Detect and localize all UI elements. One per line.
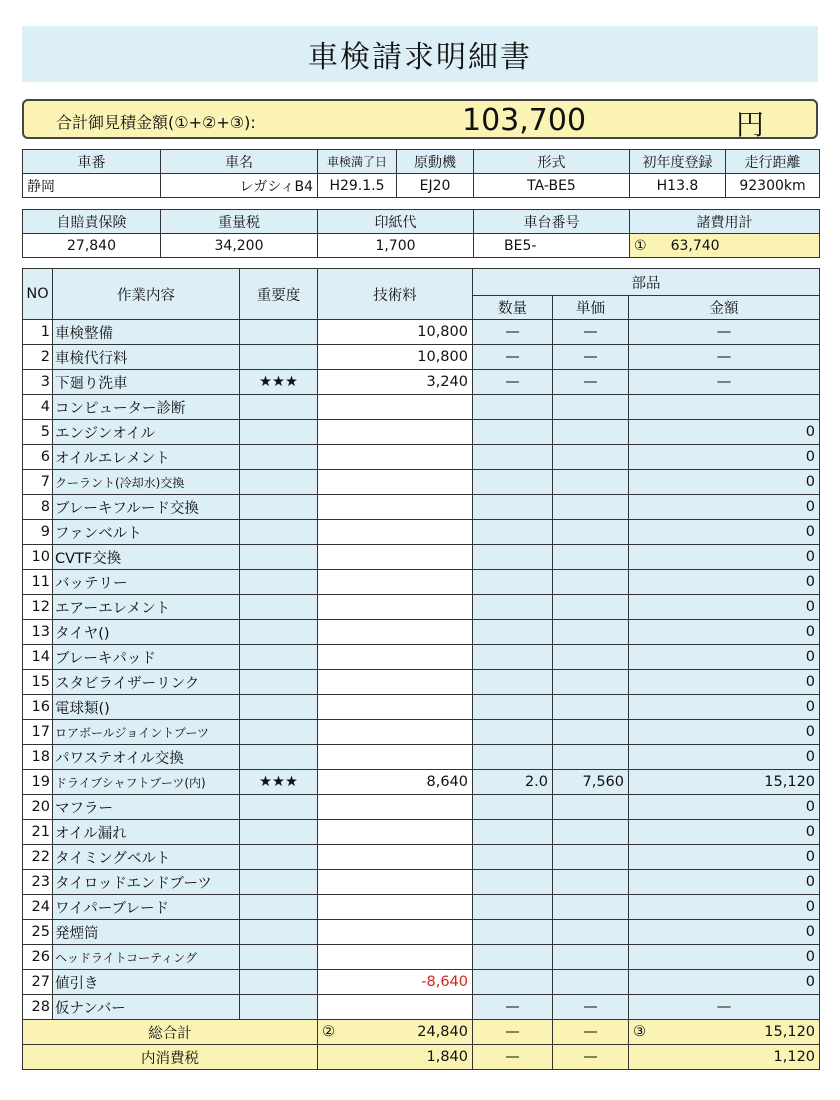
row-labor-fee	[318, 420, 473, 445]
row-labor-fee	[318, 620, 473, 645]
row-work-item: スタビライザーリンク	[53, 670, 240, 695]
vehicle-header-cell: 初年度登録	[630, 150, 726, 174]
total-qty-value: —	[473, 1020, 553, 1045]
row-amount: 15,120	[629, 770, 820, 795]
row-work-item: ロアボールジョイントブーツ	[53, 720, 240, 745]
row-amount: 0	[629, 870, 820, 895]
row-number: 17	[23, 720, 53, 745]
row-number: 13	[23, 620, 53, 645]
row-number: 8	[23, 495, 53, 520]
row-quantity	[473, 920, 553, 945]
row-work-item: 車検整備	[53, 320, 240, 345]
row-work-item: 車検代行料	[53, 345, 240, 370]
table-row	[23, 595, 820, 620]
row-labor-fee: 10,800	[318, 320, 473, 345]
row-number: 2	[23, 345, 53, 370]
vehicle-header-cell: 車名	[161, 150, 318, 174]
row-unit-price	[553, 445, 629, 470]
row-work-item: パワステオイル交換	[53, 745, 240, 770]
row-priority	[240, 945, 318, 970]
vehicle-header-cell: 原動機	[397, 150, 474, 174]
row-labor-fee	[318, 945, 473, 970]
table-row	[23, 395, 820, 420]
mileage-value: 92300km	[726, 174, 820, 198]
fees-subtotal-value: 63,740	[670, 237, 720, 254]
row-amount: 0	[629, 545, 820, 570]
row-quantity	[473, 520, 553, 545]
fees-value-row	[23, 234, 820, 258]
tax-unit-value: —	[553, 1045, 629, 1070]
row-number: 28	[23, 995, 53, 1020]
row-priority	[240, 520, 318, 545]
row-amount: 0	[629, 445, 820, 470]
table-row	[23, 795, 820, 820]
vehicle-value-row	[23, 174, 820, 198]
total-unit-value: —	[553, 1020, 629, 1045]
row-quantity	[473, 945, 553, 970]
row-priority	[240, 820, 318, 845]
vehicle-header-cell: 車番	[23, 150, 161, 174]
table-row	[23, 720, 820, 745]
row-priority	[240, 495, 318, 520]
row-quantity	[473, 795, 553, 820]
row-priority	[240, 895, 318, 920]
row-quantity	[473, 495, 553, 520]
row-labor-fee	[318, 720, 473, 745]
row-amount: 0	[629, 970, 820, 995]
row-unit-price	[553, 845, 629, 870]
table-row	[23, 995, 820, 1020]
row-priority	[240, 470, 318, 495]
weight-tax-value: 34,200	[161, 234, 318, 258]
table-row	[23, 645, 820, 670]
liability-insurance-value: 27,840	[23, 234, 161, 258]
row-work-item: ワイパーブレード	[53, 895, 240, 920]
row-quantity	[473, 820, 553, 845]
row-amount: 0	[629, 745, 820, 770]
row-number: 18	[23, 745, 53, 770]
vehicle-header-cell: 形式	[474, 150, 630, 174]
page-title: 車検請求明細書	[308, 40, 532, 75]
work-items-table	[22, 268, 820, 1070]
row-work-item: クーラント(冷却水)交換	[53, 470, 240, 495]
row-work-item: 発煙筒	[53, 920, 240, 945]
row-quantity	[473, 595, 553, 620]
row-amount: 0	[629, 495, 820, 520]
row-labor-fee: 8,640	[318, 770, 473, 795]
row-quantity	[473, 870, 553, 895]
row-amount: 0	[629, 670, 820, 695]
marker-3: ③	[633, 1024, 646, 1040]
table-row	[23, 420, 820, 445]
row-priority	[240, 995, 318, 1020]
fees-header-row	[23, 210, 820, 234]
row-labor-fee	[318, 820, 473, 845]
table-row	[23, 345, 820, 370]
table-row	[23, 845, 820, 870]
table-row	[23, 695, 820, 720]
row-number: 24	[23, 895, 53, 920]
fees-header-cell: 諸費用計	[630, 210, 820, 234]
row-labor-fee	[318, 695, 473, 720]
first-registration-value: H13.8	[630, 174, 726, 198]
row-quantity: —	[473, 370, 553, 395]
row-unit-price	[553, 870, 629, 895]
row-priority	[240, 545, 318, 570]
table-row	[23, 620, 820, 645]
row-priority	[240, 420, 318, 445]
row-unit-price	[553, 545, 629, 570]
row-unit-price: 7,560	[553, 770, 629, 795]
tax-row	[23, 1045, 820, 1070]
row-unit-price	[553, 920, 629, 945]
row-priority	[240, 695, 318, 720]
row-labor-fee	[318, 795, 473, 820]
grand-total-row	[23, 1020, 820, 1045]
row-number: 19	[23, 770, 53, 795]
row-amount: 0	[629, 895, 820, 920]
row-number: 21	[23, 820, 53, 845]
fees-header-cell: 自賠責保険	[23, 210, 161, 234]
row-amount: 0	[629, 695, 820, 720]
row-quantity: —	[473, 320, 553, 345]
row-number: 16	[23, 695, 53, 720]
row-amount: 0	[629, 820, 820, 845]
row-unit-price	[553, 695, 629, 720]
grand-total-amount: 103,700	[462, 103, 587, 138]
row-labor-fee	[318, 495, 473, 520]
row-quantity	[473, 445, 553, 470]
row-work-item: ブレーキフルード交換	[53, 495, 240, 520]
grand-total-label: 合計御見積金額(①+②+③):	[56, 113, 256, 132]
row-work-item: ヘッドライトコーティング	[53, 945, 240, 970]
table-body	[23, 320, 820, 1020]
vehicle-header-cell: 車検満了日	[318, 150, 397, 174]
tax-qty-value: —	[473, 1045, 553, 1070]
row-unit-price: —	[553, 370, 629, 395]
plate-area-value: 静岡	[23, 174, 161, 198]
row-amount: —	[629, 995, 820, 1020]
parts-tax-value: 1,120	[629, 1045, 820, 1070]
row-work-item: 電球類()	[53, 695, 240, 720]
tax-row-label: 内消費税	[23, 1045, 318, 1070]
row-priority	[240, 795, 318, 820]
fees-table	[22, 209, 820, 258]
parts-total-value: 15,120	[764, 1024, 816, 1040]
table-row	[23, 370, 820, 395]
row-unit-price	[553, 745, 629, 770]
row-work-item: エアーエレメント	[53, 595, 240, 620]
row-quantity	[473, 845, 553, 870]
fees-header-cell: 車台番号	[474, 210, 630, 234]
row-unit-price	[553, 895, 629, 920]
col-header-parts: 部品	[473, 269, 820, 296]
row-labor-fee: -8,640	[318, 970, 473, 995]
row-number: 14	[23, 645, 53, 670]
table-row	[23, 945, 820, 970]
labor-tax-value: 1,840	[318, 1045, 473, 1070]
table-row	[23, 445, 820, 470]
car-name-value: レガシィB4	[161, 174, 318, 198]
row-amount: 0	[629, 945, 820, 970]
row-quantity	[473, 420, 553, 445]
row-amount: 0	[629, 845, 820, 870]
row-work-item: ドライブシャフトブーツ(内)	[53, 770, 240, 795]
row-number: 1	[23, 320, 53, 345]
row-unit-price: —	[553, 320, 629, 345]
fees-subtotal-cell	[630, 234, 820, 258]
stamp-fee-value: 1,700	[318, 234, 474, 258]
col-header-priority: 重要度	[240, 269, 318, 320]
row-work-item: コンピューター診断	[53, 395, 240, 420]
row-number: 10	[23, 545, 53, 570]
row-quantity: —	[473, 345, 553, 370]
row-quantity: —	[473, 995, 553, 1020]
marker-2: ②	[322, 1024, 335, 1040]
row-priority	[240, 345, 318, 370]
row-labor-fee	[318, 670, 473, 695]
row-labor-fee	[318, 645, 473, 670]
row-quantity	[473, 720, 553, 745]
labor-total-value: 24,840	[417, 1024, 468, 1040]
vehicle-info-table	[22, 149, 820, 198]
engine-value: EJ20	[397, 174, 474, 198]
row-quantity	[473, 645, 553, 670]
row-number: 6	[23, 445, 53, 470]
vehicle-header-row	[23, 150, 820, 174]
table-row	[23, 570, 820, 595]
row-labor-fee	[318, 895, 473, 920]
table-row	[23, 495, 820, 520]
grand-total-box	[22, 99, 818, 139]
model-code-value: TA-BE5	[474, 174, 630, 198]
row-unit-price	[553, 820, 629, 845]
row-quantity	[473, 570, 553, 595]
currency-label: 円	[736, 108, 765, 141]
table-row	[23, 520, 820, 545]
row-priority: ★★★	[240, 370, 318, 395]
row-number: 22	[23, 845, 53, 870]
row-number: 27	[23, 970, 53, 995]
row-unit-price	[553, 720, 629, 745]
row-priority: ★★★	[240, 770, 318, 795]
row-number: 11	[23, 570, 53, 595]
row-amount: 0	[629, 420, 820, 445]
row-priority	[240, 845, 318, 870]
table-row	[23, 970, 820, 995]
row-quantity	[473, 545, 553, 570]
row-priority	[240, 870, 318, 895]
row-work-item: エンジンオイル	[53, 420, 240, 445]
row-work-item: 仮ナンバー	[53, 995, 240, 1020]
row-labor-fee: 3,240	[318, 370, 473, 395]
row-amount	[629, 395, 820, 420]
row-work-item: タイロッドエンドブーツ	[53, 870, 240, 895]
row-unit-price	[553, 570, 629, 595]
title-banner	[22, 26, 818, 82]
row-priority	[240, 570, 318, 595]
row-priority	[240, 920, 318, 945]
row-unit-price	[553, 520, 629, 545]
col-header-amount: 金額	[629, 296, 820, 320]
fees-header-cell: 印紙代	[318, 210, 474, 234]
row-number: 12	[23, 595, 53, 620]
fees-header-cell: 重量税	[161, 210, 318, 234]
col-header-unit-price: 単価	[553, 296, 629, 320]
row-work-item: ブレーキパッド	[53, 645, 240, 670]
row-number: 26	[23, 945, 53, 970]
row-work-item: タイヤ()	[53, 620, 240, 645]
row-priority	[240, 720, 318, 745]
row-amount: —	[629, 370, 820, 395]
inspection-expiry-value: H29.1.5	[318, 174, 397, 198]
row-labor-fee	[318, 920, 473, 945]
row-labor-fee	[318, 570, 473, 595]
row-work-item: ファンベルト	[53, 520, 240, 545]
row-labor-fee	[318, 995, 473, 1020]
row-amount: 0	[629, 620, 820, 645]
table-row	[23, 670, 820, 695]
table-header-row	[23, 269, 820, 296]
table-row	[23, 545, 820, 570]
row-quantity	[473, 670, 553, 695]
row-quantity	[473, 695, 553, 720]
row-quantity	[473, 895, 553, 920]
col-header-qty: 数量	[473, 296, 553, 320]
row-amount: 0	[629, 720, 820, 745]
row-number: 20	[23, 795, 53, 820]
row-amount: 0	[629, 645, 820, 670]
row-unit-price	[553, 970, 629, 995]
row-priority	[240, 970, 318, 995]
row-labor-fee	[318, 745, 473, 770]
row-unit-price	[553, 495, 629, 520]
row-unit-price	[553, 645, 629, 670]
row-labor-fee	[318, 520, 473, 545]
row-work-item: CVTF交換	[53, 545, 240, 570]
row-labor-fee: 10,800	[318, 345, 473, 370]
marker-1: ①	[634, 237, 647, 254]
row-labor-fee	[318, 845, 473, 870]
row-quantity	[473, 970, 553, 995]
row-priority	[240, 595, 318, 620]
row-work-item: 下廻り洗車	[53, 370, 240, 395]
row-quantity	[473, 395, 553, 420]
row-amount: —	[629, 320, 820, 345]
row-unit-price	[553, 470, 629, 495]
row-work-item: バッテリー	[53, 570, 240, 595]
row-unit-price	[553, 945, 629, 970]
row-number: 5	[23, 420, 53, 445]
row-priority	[240, 445, 318, 470]
table-row	[23, 320, 820, 345]
row-amount: 0	[629, 570, 820, 595]
row-amount: 0	[629, 470, 820, 495]
row-priority	[240, 320, 318, 345]
row-unit-price: —	[553, 345, 629, 370]
row-amount: 0	[629, 795, 820, 820]
table-row	[23, 920, 820, 945]
row-work-item: マフラー	[53, 795, 240, 820]
row-unit-price: —	[553, 995, 629, 1020]
grand-total-row-label: 総合計	[23, 1020, 318, 1045]
row-number: 4	[23, 395, 53, 420]
table-row	[23, 895, 820, 920]
row-number: 15	[23, 670, 53, 695]
table-row	[23, 745, 820, 770]
table-row	[23, 770, 820, 795]
row-work-item: 値引き	[53, 970, 240, 995]
row-quantity: 2.0	[473, 770, 553, 795]
row-priority	[240, 670, 318, 695]
row-amount: 0	[629, 595, 820, 620]
row-priority	[240, 645, 318, 670]
row-labor-fee	[318, 595, 473, 620]
row-number: 9	[23, 520, 53, 545]
row-quantity	[473, 470, 553, 495]
col-header-no: NO	[23, 269, 53, 320]
row-number: 23	[23, 870, 53, 895]
row-number: 25	[23, 920, 53, 945]
row-unit-price	[553, 395, 629, 420]
row-unit-price	[553, 620, 629, 645]
row-priority	[240, 745, 318, 770]
parts-total-cell	[629, 1020, 820, 1045]
row-unit-price	[553, 420, 629, 445]
row-quantity	[473, 745, 553, 770]
row-unit-price	[553, 595, 629, 620]
labor-total-cell	[318, 1020, 473, 1045]
row-labor-fee	[318, 395, 473, 420]
row-work-item: オイルエレメント	[53, 445, 240, 470]
row-amount: 0	[629, 920, 820, 945]
table-row	[23, 870, 820, 895]
chassis-number-value: BE5-	[474, 234, 630, 258]
row-amount: 0	[629, 520, 820, 545]
table-row	[23, 820, 820, 845]
row-number: 7	[23, 470, 53, 495]
row-labor-fee	[318, 870, 473, 895]
col-header-labor: 技術料	[318, 269, 473, 320]
row-amount: —	[629, 345, 820, 370]
row-work-item: オイル漏れ	[53, 820, 240, 845]
row-labor-fee	[318, 545, 473, 570]
row-quantity	[473, 620, 553, 645]
vehicle-header-cell: 走行距離	[726, 150, 820, 174]
row-unit-price	[553, 795, 629, 820]
row-work-item: タイミングベルト	[53, 845, 240, 870]
row-labor-fee	[318, 445, 473, 470]
row-labor-fee	[318, 470, 473, 495]
row-priority	[240, 395, 318, 420]
table-row	[23, 470, 820, 495]
row-priority	[240, 620, 318, 645]
row-number: 3	[23, 370, 53, 395]
row-unit-price	[553, 670, 629, 695]
col-header-work: 作業内容	[53, 269, 240, 320]
